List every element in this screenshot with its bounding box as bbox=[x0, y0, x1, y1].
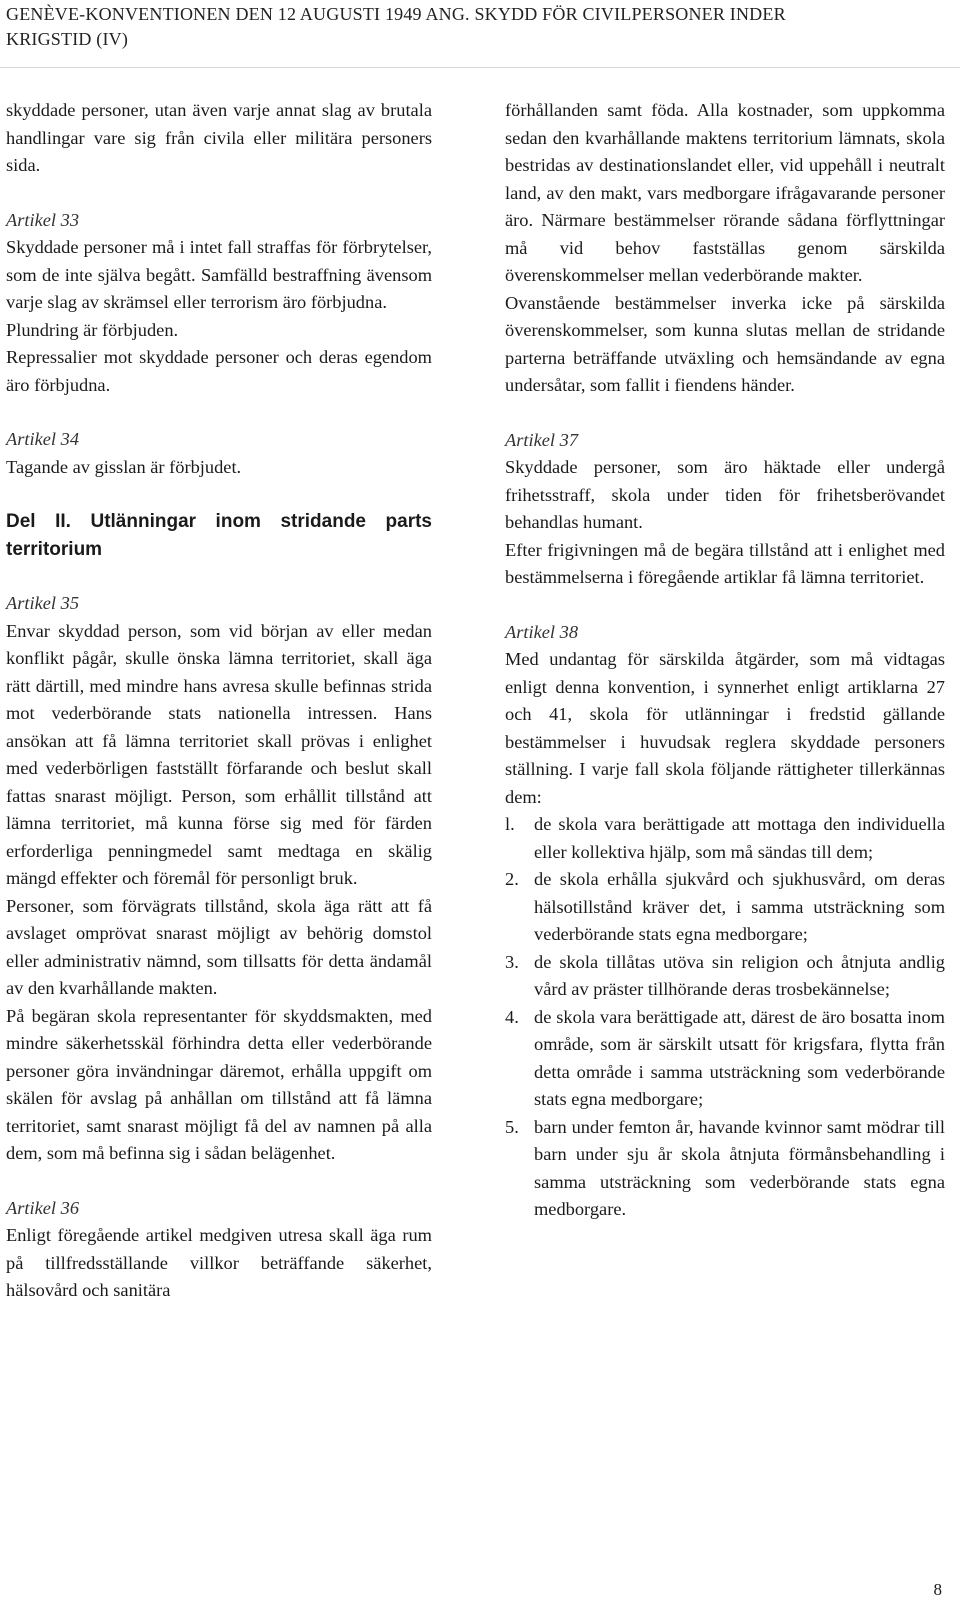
header-title-line1: GENÈVE-KONVENTIONEN DEN 12 AUGUSTI 1949 ANG. SKYDD FÖR CIVILPERSONER INDER bbox=[6, 4, 786, 24]
list-item-text: de skola tillåtas utöva sin religion och åtnjuta andlig vård av präster tillhörande deras trosbekännelse; bbox=[534, 951, 945, 999]
article-35-paragraph-2: Personer, som förvägrats tillstånd, skola äga rätt att få avslaget omprövat snarast möjligt av behörig domstol eller administrativ nämnd, som tillsatts för detta ändamål av den kvarhållande makten. bbox=[6, 895, 432, 998]
article-34-paragraph-1: Tagande av gisslan är förbjudet. bbox=[6, 456, 242, 477]
article-33-heading: Artikel 33 bbox=[6, 209, 80, 230]
left-column bbox=[6, 97, 432, 1305]
list-item bbox=[505, 1114, 945, 1224]
right-column bbox=[505, 97, 945, 1224]
list-item-text: de skola erhålla sjukvård och sjukhusvård, om deras hälsotillstånd kräver det, i samma utsträckning som vederbörande stats egna medborgare; bbox=[534, 869, 945, 944]
article-35-paragraph-1: Envar skyddad person, som vid början av eller medan konflikt pågår, skulle önska lämna territoriet, skall äga rätt därtill, med mindre hans avresa skulle befinnas strida mot vederbörande stats nationella intressen. Hans ansökan att få lämna territoriet skall prövas i enlighet med vederbörligen fastställt förfarande och beslut skall fattas snarast möjligt. Person, som erhållit tillstånd att lämna territoriet, må kunna förse sig med för färden erforderliga penningmedel samt medtaga en skälig mängd effekter och föremål för personligt bruk. bbox=[6, 620, 432, 888]
header-divider bbox=[0, 67, 960, 68]
list-item-number: 5. bbox=[505, 1116, 519, 1137]
list-item-text: barn under femton år, havande kvinnor samt mödrar till barn under sju år skola åtnjuta förmånsbehandling i samma utsträckning som vederbörande stats egna medborgare. bbox=[534, 1116, 945, 1219]
intro-paragraph: skyddade personer, utan även varje annat slag av brutala handlingar vare sig från civila eller militära personers sida. bbox=[6, 100, 432, 175]
list-item-number: 2. bbox=[505, 869, 519, 889]
list-item bbox=[505, 866, 945, 949]
page-number: 8 bbox=[933, 1580, 942, 1599]
list-item bbox=[505, 1004, 945, 1114]
list-item-text: de skola vara berättigade att, därest de äro bosatta inom område, som är särskilt utsatt för krigsfara, flytta från detta område i samma utsträckning som vederbörande stats egna medborgare; bbox=[534, 1006, 945, 1109]
running-header bbox=[6, 2, 951, 52]
article-33-paragraph-3: Repressalier mot skyddade personer och deras egendom äro förbjudna. bbox=[6, 347, 432, 395]
article-35-paragraph-3: På begäran skola representanter för skyddsmakten, med mindre säkerhetsskäl förhindra detta eller vederbörande personer göra invändningar däremot, erhålla uppgift om skälen för avslag på anhållan om tillstånd att få lämna territoriet, samt snarast möjligt få del av namnen på alla dem, som må befinna sig i sådan belägenhet. bbox=[6, 1005, 432, 1163]
article-33-paragraph-2: Plundring är förbjuden. bbox=[6, 319, 179, 340]
article-34-heading: Artikel 34 bbox=[6, 429, 80, 449]
article-35-heading: Artikel 35 bbox=[6, 593, 80, 613]
article-38-rights-list bbox=[505, 811, 945, 1224]
article-36-heading: Artikel 36 bbox=[6, 1197, 80, 1218]
article-37-heading: Artikel 37 bbox=[505, 429, 579, 450]
list-item-number: 3. bbox=[505, 951, 519, 972]
list-item-text: de skola vara berättigade att mottaga den individuella eller kollektiva hjälp, som må sändas till dem; bbox=[534, 814, 945, 862]
list-item bbox=[505, 811, 945, 866]
article-37-paragraph-2: Efter frigivningen må de begära tillstånd att i enlighet med bestämmelserna i föregående artiklar få lämna territoriet. bbox=[505, 539, 945, 587]
part-2-heading: Del II. Utlänningar inom stridande parts territorium bbox=[6, 511, 432, 560]
header-title-line2: KRIGSTID (IV) bbox=[6, 29, 129, 49]
list-item-number: 4. bbox=[505, 1006, 519, 1027]
article-37-paragraph-1: Skyddade personer, som äro häktade eller undergå frihetsstraff, skola under tiden för frihetsberövandet behandlas humant. bbox=[505, 457, 945, 532]
list-item-number: l. bbox=[505, 814, 515, 834]
article-36-continuation: förhållanden samt föda. Alla kostnader, som uppkomma sedan den kvarhållande maktens territorium lämnats, skola bestridas av destinationslandet eller, vid uppehåll i neutralt land, av den makt, vars medborgare ifrågavarande personer äro. Närmare bestämmelser rörande sådana förflyttningar må vid behov fastställas genom särskilda överenskommelser mellan vederbörande makter. bbox=[505, 100, 945, 285]
article-33-paragraph-1: Skyddade personer må i intet fall straffas för förbrytelser, som de inte själva begått. Samfälld bestraffning ävensom varje slag av skrämsel eller terrorism äro förbjudna. bbox=[6, 237, 432, 312]
article-36-paragraph-1: Enligt föregående artikel medgiven utresa skall äga rum på tillfredsställande villkor beträffande säkerhet, hälsovård och sanitära bbox=[6, 1225, 432, 1300]
article-38-heading: Artikel 38 bbox=[505, 621, 579, 642]
article-38-paragraph-1: Med undantag för särskilda åtgärder, som må vidtagas enligt denna konvention, i synnerhet enligt artiklarna 27 och 41, skola för utlänningar i fredstid gällande bestämmelser i huvudsak reglera skyddade personers ställning. I varje fall skola följande rättigheter tillerkännas dem: bbox=[505, 649, 945, 807]
article-36-paragraph-2: Ovanstående bestämmelser inverka icke på särskilda överenskommelser, som kunna slutas mellan de stridande parterna beträffande utväxling och hemsändande av egna undersåtar, som fallit i fiendens händer. bbox=[505, 292, 945, 395]
list-item bbox=[505, 949, 945, 1004]
